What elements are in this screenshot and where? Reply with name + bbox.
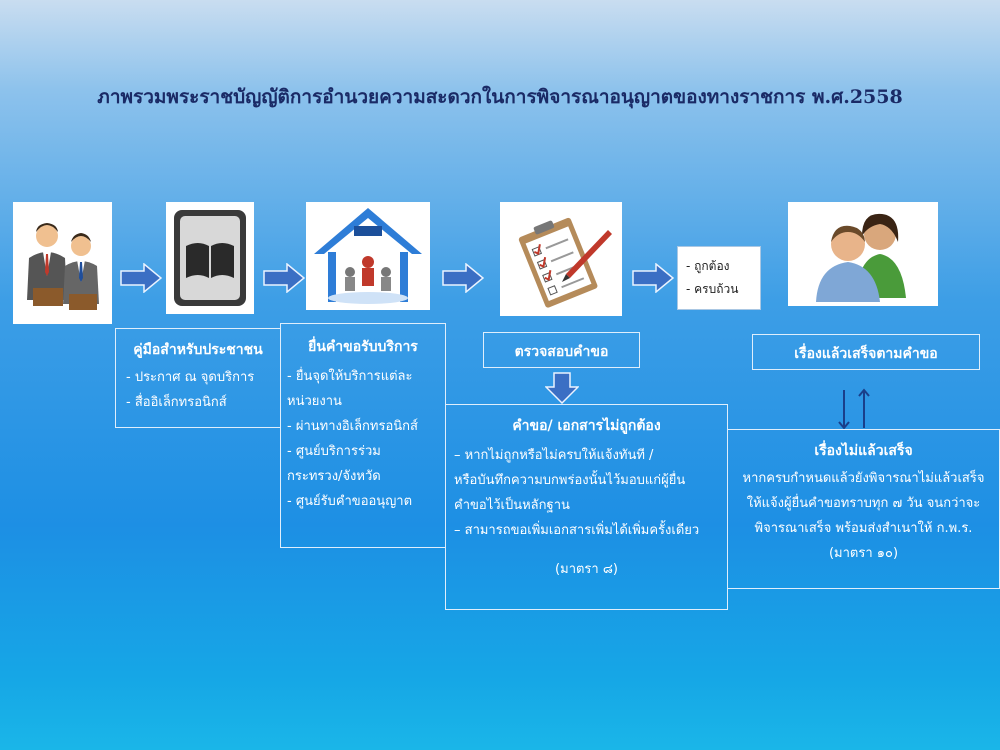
complete-box: [752, 334, 980, 370]
incorrect-header: คำขอ/ เอกสารไม่ถูกต้อง: [512, 418, 661, 434]
checklist-image: [500, 202, 622, 316]
service-center-image: [306, 202, 430, 310]
check-result-box: [677, 246, 761, 310]
unfinished-line: (มาตรา ๑๐): [828, 546, 899, 561]
unfinished-header: เรื่องไม่แล้วเสร็จ: [814, 443, 913, 459]
verify-header: ตรวจสอบคำขอ: [514, 344, 609, 360]
unfinished-line: ให้แจ้งผู้ยื่นคำขอทราบทุก ๗ วัน จนกว่าจะ: [746, 496, 981, 511]
arrow-right-icon: [120, 263, 162, 293]
submit-line: หน่วยงาน: [287, 394, 342, 409]
submit-line: - ยื่นจุดให้บริการแต่ละ: [287, 369, 413, 384]
completed-image: [788, 202, 938, 306]
checklist-icon: [500, 202, 622, 316]
manual-header: คู่มือสำหรับประชาชน: [133, 342, 263, 358]
submit-box: [280, 323, 446, 548]
submit-line: - ศูนย์รับคำขออนุญาต: [287, 494, 413, 509]
businessmen-icon: [13, 202, 112, 324]
service-center-icon: [306, 202, 430, 310]
submit-header: ยื่นคำขอรับบริการ: [308, 339, 418, 355]
submit-line: - ผ่านทางอิเล็กทรอนิกส์: [287, 419, 418, 434]
couple-icon: [788, 202, 938, 306]
manual-item: - สื่ออิเล็กทรอนิกส์: [126, 395, 227, 410]
manual-box: [115, 328, 281, 428]
arrow-right-icon: [632, 263, 674, 293]
submit-line: กระทรวง/จังหวัด: [287, 469, 381, 484]
incorrect-line: – สามารถขอเพิ่มเอกสารเพิ่มได้เพิ่มครั้งเดียว: [454, 523, 700, 538]
arrow-right-icon: [263, 263, 305, 293]
unfinished-line: หากครบกำหนดแล้วยังพิจารณาไม่แล้วเสร็จ: [742, 471, 985, 486]
businessmen-image: [13, 202, 112, 324]
incorrect-line: คำขอไว้เป็นหลักฐาน: [454, 498, 570, 513]
arrow-right-icon: [442, 263, 484, 293]
arrow-down-icon: [545, 372, 579, 404]
unfinished-line: พิจารณาเสร็จ พร้อมส่งสำเนาให้ ก.พ.ร.: [754, 521, 973, 536]
incorrect-line: หรือบันทึกความบกพร่องนั้นไว้มอบแก่ผู้ยื่น: [454, 473, 686, 488]
complete-header: เรื่องแล้วเสร็จตามคำขอ: [794, 346, 938, 362]
incorrect-section: (มาตรา ๘): [555, 562, 618, 577]
book-icon: [166, 202, 254, 314]
manual-image: [166, 202, 254, 314]
manual-item: - ประกาศ ณ จุดบริการ: [126, 370, 255, 385]
verify-box: [483, 332, 640, 368]
check-result-correct: - ถูกต้อง: [686, 259, 730, 273]
incorrect-box: [445, 404, 728, 610]
incorrect-line: – หากไม่ถูกหรือไม่ครบให้แจ้งทันที /: [454, 448, 654, 463]
page-title: ภาพรวมพระราชบัญญัติการอำนวยความสะดวกในการพิจารณาอนุญาตของทางราชการ พ.ศ.2558: [97, 86, 903, 108]
check-result-complete: - ครบถ้วน: [686, 282, 739, 296]
arrow-up-down-icon: [836, 388, 876, 430]
unfinished-box: [727, 429, 1000, 589]
submit-line: - ศูนย์บริการร่วม: [287, 444, 381, 459]
